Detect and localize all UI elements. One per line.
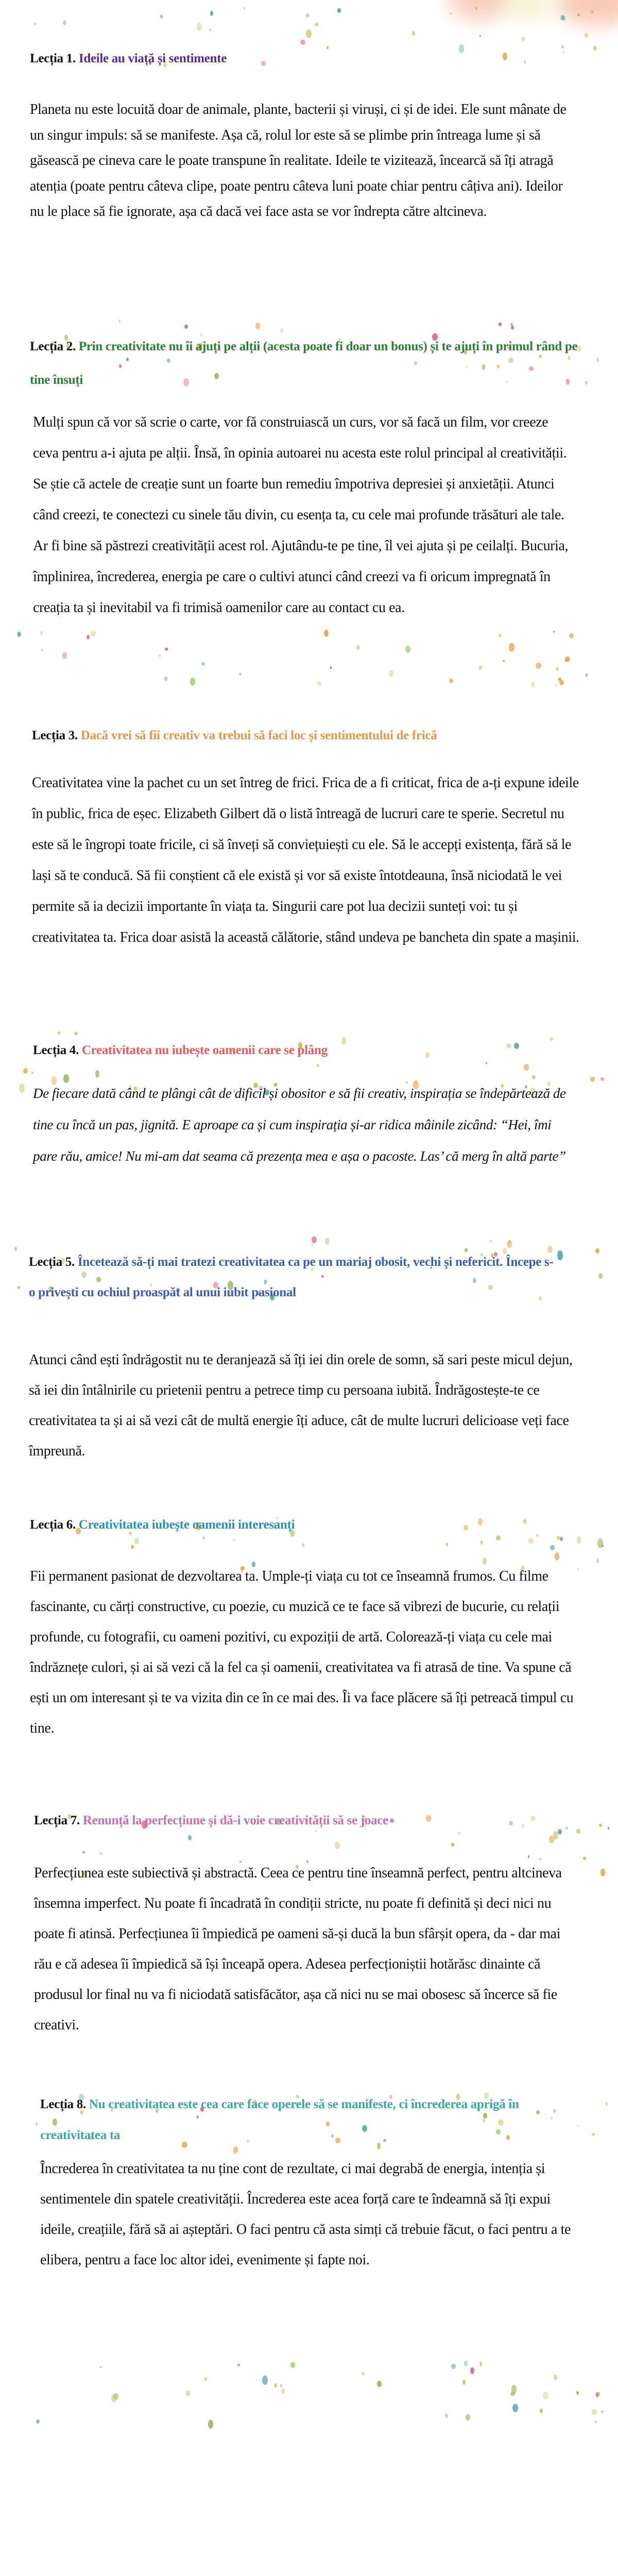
lesson-label: Lecția 3. xyxy=(32,728,78,742)
paint-speckle xyxy=(302,1544,304,1547)
paint-speckle xyxy=(543,2392,548,2399)
paint-speckle xyxy=(356,645,360,650)
paint-speckle xyxy=(134,1538,139,1545)
paint-speckle xyxy=(540,2409,542,2413)
paint-speckle xyxy=(14,1247,17,1251)
paint-speckle xyxy=(244,7,245,9)
lesson-title: Nu creativitatea este cea care face operele să se manifeste, ci încrederea aprigă în creativitatea ta xyxy=(40,2097,519,2142)
paint-speckle xyxy=(577,1568,579,1570)
paint-speckle xyxy=(201,662,204,666)
paint-speckle xyxy=(605,2102,608,2106)
paint-speckle xyxy=(591,10,594,13)
paint-speckle xyxy=(565,656,570,662)
paint-speckle xyxy=(550,1037,553,1041)
paint-speckle xyxy=(561,15,565,21)
paint-speckle xyxy=(554,2375,557,2380)
paint-speckle xyxy=(449,679,453,683)
paint-speckle xyxy=(23,1068,28,1074)
paint-speckle xyxy=(462,2380,466,2385)
lesson-heading xyxy=(30,330,586,397)
paint-speckle xyxy=(210,11,213,16)
lesson-quote: De fiecare dată când te plângi cât de dificil și obositor e să fii creativ, inspirația se îndepărtează de tine cu încă un pas, jignită. E aproape ca și cum inspirația și-ar ridica mâinile zicând: “Hei, îmi pare rău, amice! Nu mi-am dat seama că prezența mea e așa o pacoste. Las’ că merg în altă parte” xyxy=(33,1086,566,1164)
paint-speckle xyxy=(325,1238,330,1244)
paint-speckle xyxy=(100,2366,101,2368)
paint-speckle xyxy=(160,14,163,19)
paint-speckle xyxy=(118,319,121,323)
lesson-paragraph: Mulți spun că vor să scrie o carte, vor fă construiască un curs, vor să facă un film, vor creeze ceva pentru a-i ajuta pe alții. Însă, în opinia autoarei nu acesta este rolul principal al creativității. xyxy=(33,414,567,461)
lesson-heading xyxy=(30,1513,545,1537)
paint-speckle xyxy=(464,2361,468,2367)
paint-speckle xyxy=(608,1827,609,1829)
paint-speckle xyxy=(412,31,416,36)
paint-speckle xyxy=(111,2394,116,2402)
paint-speckle xyxy=(536,663,541,669)
lesson-title: Creativitatea nu iubește oamenii care se plâng xyxy=(81,1043,328,1057)
paint-speckle xyxy=(19,1083,25,1093)
paint-speckle xyxy=(131,1545,134,1549)
paint-speckle xyxy=(210,28,211,31)
paint-speckle xyxy=(600,1869,606,1876)
paint-speckle xyxy=(595,2421,596,2423)
paint-speckle xyxy=(528,1538,533,1544)
paint-speckle xyxy=(450,12,451,15)
lesson-label: Lecția 7. xyxy=(34,1814,80,1827)
paint-speckle xyxy=(550,1545,555,1550)
paint-speckle xyxy=(274,2383,277,2387)
paint-speckle xyxy=(490,1240,492,1243)
paint-speckle xyxy=(197,23,202,31)
paint-speckle xyxy=(87,635,90,639)
paint-speckle xyxy=(592,2133,595,2136)
paint-speckle xyxy=(590,1077,595,1082)
paint-speckle xyxy=(317,681,321,686)
paint-speckle xyxy=(190,677,195,686)
paint-speckle xyxy=(577,1536,581,1544)
paint-speckle xyxy=(602,1545,603,1548)
lesson-label: Lecția 8. xyxy=(40,2097,86,2111)
paint-speckle xyxy=(95,1070,99,1077)
paint-speckle xyxy=(553,631,555,633)
paint-speckle xyxy=(466,2414,470,2420)
paint-speckle xyxy=(62,652,67,659)
paint-speckle xyxy=(91,631,96,636)
paint-speckle xyxy=(280,2384,282,2387)
paint-speckle xyxy=(34,23,36,26)
paint-speckle xyxy=(479,35,482,37)
paint-speckle xyxy=(330,666,332,669)
paint-speckle xyxy=(446,1543,448,1546)
paint-speckle xyxy=(511,326,514,329)
paint-speckle xyxy=(557,1250,563,1260)
paint-speckle xyxy=(255,323,261,329)
paint-speckle xyxy=(17,632,21,637)
lesson-paragraph: Planeta nu este locuită doar de animale, plante, bacterii și viruși, ci și de idei. Ele sunt mânate de un singur impuls: să se manifeste. Așa că, rolul lor este să se plimbe prin întreaga lume și să găsească pe cineva care le poate transpune în realitate. Ideile te vizitează, încearcă să îți atragă atenția (poate pentru câteva clipe, poate pentru câteva luni poate chiar pentru câțiva ani). Ideilor nu le place să fie ignorate, așa că dacă vei face asta se vor îndrepta către altcineva. xyxy=(30,101,566,219)
paint-speckle xyxy=(237,2364,239,2366)
paint-speckle xyxy=(531,682,535,687)
paint-speckle xyxy=(312,1236,316,1243)
paint-speckle xyxy=(600,1077,604,1081)
paint-speckle xyxy=(405,646,410,653)
lesson-paragraph: Perfecțiunea este subiectivă și abstractă. Ceea ce pentru tine înseamnă perfect, pentru altcineva însemna imperfect. Nu poate fi încadrată în condiții stricte, nu poate fi definită și deci nici nu poate fi atinsă. Perfecțiunea îi împiedică pe oameni să-și ducă la bun sfârșit opera, da - dar mai rău e că adesea îi împiedică să își înceapă opera. Adesea perfecționiștii hotărăsc dinainte că produsul lor final nu va fi niciodată satisfăcător, așa că nici nu se mai obosesc să încerce să fie creativi. xyxy=(34,1865,562,2033)
paint-speckle xyxy=(324,630,329,637)
paint-speckle xyxy=(188,1835,192,1840)
lesson-heading xyxy=(32,723,609,748)
lesson-label: Lecția 2. xyxy=(30,340,76,353)
paint-speckle xyxy=(512,2404,518,2412)
paint-speckle xyxy=(75,1032,77,1035)
lesson-heading xyxy=(30,46,596,71)
paint-speckle xyxy=(596,358,599,362)
paint-speckle xyxy=(315,23,318,26)
paint-speckle xyxy=(577,2125,579,2127)
lesson-body xyxy=(40,2154,586,2275)
lesson-paragraph: Creativitatea vine la pachet cu un set întreg de frici. Frica de a fi criticat, frica de a-ți expune ideile în public, frica de eșec. Elizabeth Gilbert dă o listă întreagă de lucruri care te sperie. Secretul nu este să le îngropi toate fricile, ci să înveți să conviețuiești cu ele. Să le accepți existența, fără să le lași să te conducă. Să fii conștient că ele există și vor să existe întotdeauna, însă niciodată le vei permite să ia decizii importante în viața ta. Singurii care pot lua decizii sunteți voi: tu și creativitatea ta. Frica doar asistă la această călătorie, stând undeva pe bancheta din spate a mașinii. xyxy=(32,775,579,945)
paint-speckle xyxy=(36,2419,40,2424)
paint-speckle xyxy=(569,633,573,638)
paint-speckle xyxy=(451,1843,454,1846)
paint-speckle xyxy=(58,1031,60,1035)
paint-speckle xyxy=(18,1286,20,1290)
paint-speckle xyxy=(475,7,477,10)
paint-speckle xyxy=(601,2411,603,2413)
paint-speckle xyxy=(555,1552,559,1560)
lesson-title: Creativitatea iubește oamenii interesanți xyxy=(78,1518,295,1532)
lesson-label: Lecția 4. xyxy=(33,1043,79,1057)
paint-speckle xyxy=(300,40,305,45)
paint-speckle xyxy=(377,2381,382,2387)
paint-speckle xyxy=(583,1857,586,1860)
paint-speckle xyxy=(312,1243,314,1246)
lesson-heading xyxy=(33,1038,548,1063)
paint-speckle xyxy=(362,2372,365,2376)
paint-speckle xyxy=(41,649,43,651)
lesson-paragraph: Se știe că actele de creație sunt un foarte bun remediu împotriva depresiei și anxietății. Atunci când creezi, te conectezi cu sinele tău divin, cu esența ta, cu cele mai profunde trăsături ale tale. Ar fi bine să păstrezi creativității acest rol. Ajutându-te pe tine, îl vei ajuta și pe ceilalți. Bucuria, împlinirea, încrederea, energia pe care o cultivi atunci când creezi va fi oricum impregnată în creația ta și inevitabil va fi trimisă oamenilor care au contact cu ea. xyxy=(33,476,569,616)
lesson-heading xyxy=(34,1808,600,1833)
paint-speckle xyxy=(204,2378,207,2381)
paint-speckle xyxy=(306,13,309,17)
paint-speckle xyxy=(559,680,564,685)
paint-speckle xyxy=(100,1852,101,1855)
paint-speckle xyxy=(63,20,66,25)
paint-speckle xyxy=(164,676,167,681)
lesson-title: Renunță la perfecțiune și dă-i voie creativității să se joace xyxy=(82,1814,388,1827)
paint-speckle xyxy=(576,2391,579,2395)
paint-speckle xyxy=(598,1273,602,1279)
lesson-body xyxy=(32,768,588,953)
paint-speckle xyxy=(290,2362,295,2368)
paint-speckle xyxy=(337,8,341,12)
paint-speckle xyxy=(556,667,558,671)
paint-speckle xyxy=(451,2364,455,2369)
lesson-paragraph: Încrederea în creativitatea ta nu ține cont de rezultate, ci mai degrabă de energia, intenția și sentimentele din spatele creativității. Încrederea este acea forță care te îndeamnă să îți expui ideile, creațiile, fără să ai așteptări. O faci pentru că asta simți că trebuie făcut, o faci pentru a te elibera, pentru a face loc altor idei, evenimente și fapte noi. xyxy=(40,2161,571,2268)
paint-speckle xyxy=(503,660,505,662)
paint-speckle xyxy=(233,1539,235,1542)
paint-speckle xyxy=(595,1248,599,1253)
lesson-heading xyxy=(40,2089,565,2151)
lesson-body xyxy=(34,1858,580,2040)
paint-speckle xyxy=(522,37,525,41)
paint-speckle xyxy=(480,1540,483,1544)
paint-speckle xyxy=(577,13,580,16)
paint-speckle xyxy=(499,323,502,326)
paint-speckle xyxy=(239,673,241,675)
paint-speckle xyxy=(509,643,514,652)
paint-speckle xyxy=(585,33,588,38)
lesson-label: Lecția 1. xyxy=(30,52,76,65)
lesson-body xyxy=(33,1078,569,1172)
lesson-body xyxy=(29,1345,575,1466)
lesson-body xyxy=(30,97,576,225)
paint-speckle xyxy=(478,666,482,670)
paint-speckle xyxy=(40,631,43,635)
paint-speckle xyxy=(317,1064,319,1067)
paint-speckle xyxy=(186,2391,190,2396)
paint-speckle xyxy=(36,2122,38,2126)
paint-speckle xyxy=(510,2392,515,2396)
paint-speckle xyxy=(596,1558,599,1563)
paint-speckle xyxy=(560,1537,563,1541)
lesson-heading xyxy=(29,1247,554,1308)
lesson-paragraph: Atunci când ești îndrăgostit nu te deranjează să îți iei din orele de somn, să sari peste micul dejun, să iei din întâlnirile cu prietenii pentru a petrece timp cu persoana iubită. Îndrăgostește-te ce creativitatea ta și ai să vezi cât de multă energie îți aduce, cât de multe lucruri delicioase veți face împreună. xyxy=(29,1352,573,1459)
lesson-label: Lecția 5. xyxy=(29,1255,75,1269)
lesson-label: Lecția 6. xyxy=(30,1518,76,1532)
paint-speckle xyxy=(499,634,502,637)
paint-speckle xyxy=(281,2388,285,2394)
paint-speckle xyxy=(524,1064,529,1071)
paint-speckle xyxy=(306,29,312,38)
paint-speckle xyxy=(597,2392,600,2396)
paint-speckle xyxy=(159,655,161,657)
lesson-title: Prin creativitate nu îi ajuți pe alții (acesta poate fi doar un bonus) și te ajuți în primul rând pe tine însuți xyxy=(30,340,578,387)
paint-speckle xyxy=(586,673,588,677)
paint-speckle xyxy=(558,677,561,681)
paint-speckle xyxy=(555,684,557,686)
lesson-title: Ideile au viață și sentimente xyxy=(78,52,227,65)
lesson-paragraph: Fii permanent pasionat de dezvoltarea ta. Umple-ți viața cu tot ce înseamnă frumos. Cu filme fascinante, cu cărți constructive, cu poezie, cu muzică ce te face să vibrezi de bucurie, cu relații profunde, cu fotografii, cu oameni pozitivi, cu expoziții de artă. Colorează-ți viața cu cele mai îndrăznețe culori, și ai să vezi că la fel ca și oamenii, creativitatea va fi atrasă de tine. Va spune că ești un om interesant și te va vizita din ce în ce mai des. Îi va face plăcere să îți petreacă timpul cu tine. xyxy=(30,1568,574,1736)
paint-speckle xyxy=(479,2362,483,2367)
paint-speckle xyxy=(389,670,393,677)
paint-speckle xyxy=(82,1851,85,1854)
paint-speckle xyxy=(208,2420,213,2429)
paint-speckle xyxy=(335,1842,340,1850)
paint-speckle xyxy=(592,2409,597,2415)
lesson-body xyxy=(33,407,569,623)
lesson-body xyxy=(30,1561,576,1743)
paint-speckle xyxy=(165,648,167,651)
paint-speckle xyxy=(184,325,188,329)
lesson-title: Încetează să-ți mai tratezi creativitatea ca pe un mariaj obosit, vechi și nefericit. Începe s-o privești cu ochiul proaspăt al unui iubit pasional xyxy=(29,1255,554,1299)
paint-speckle xyxy=(445,2414,448,2418)
paint-speckle xyxy=(31,1072,33,1074)
lesson-title: Dacă vrei să fii creativ va trebui să faci loc și sentimentului de frică xyxy=(80,728,437,742)
paint-speckle xyxy=(470,2367,474,2375)
paint-speckle xyxy=(262,2376,268,2385)
